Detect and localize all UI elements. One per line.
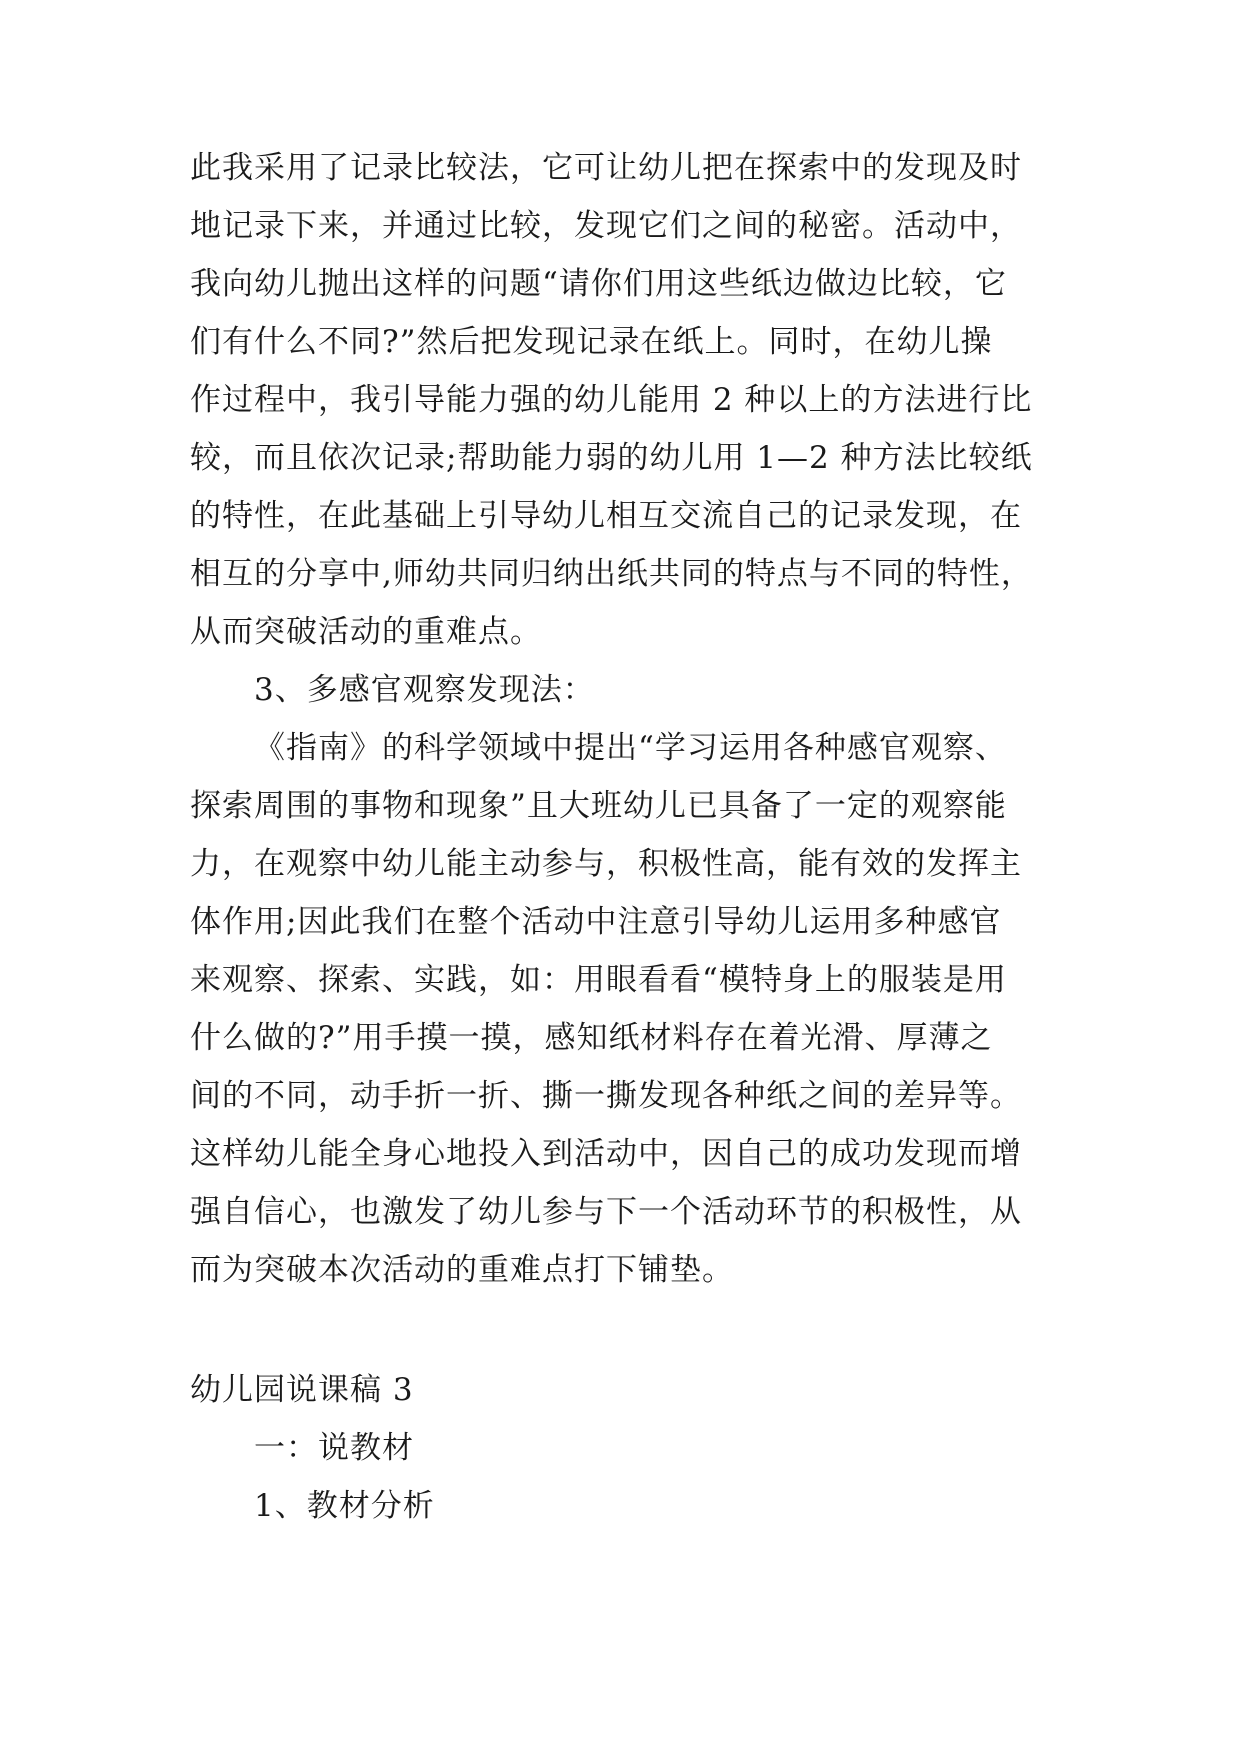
paragraph-2-line-4: 体作用;因此我们在整个活动中注意引导幼儿运用多种感官 <box>190 904 1002 940</box>
paragraph-2-line-7: 间的不同，动手折一折、撕一撕发现各种纸之间的差异等。 <box>190 1078 1022 1114</box>
paragraph-1-line-9: 从而突破活动的重难点。 <box>190 614 542 650</box>
paragraph-1-line-5: 作过程中，我引导能力强的幼儿能用 2 种以上的方法进行比 <box>190 382 1033 418</box>
paragraph-1-line-8: 相互的分享中,师幼共同归纳出纸共同的特点与不同的特性， <box>190 556 1033 592</box>
paragraph-1-line-4: 们有什么不同?”然后把发现记录在纸上。同时，在幼儿操 <box>190 324 993 360</box>
paragraph-1-line-3: 我向幼儿抛出这样的问题“请你们用这些纸边做边比较，它 <box>190 266 1007 302</box>
sub-heading-teaching-material: 一：说教材 <box>254 1430 414 1466</box>
paragraph-2-line-8: 这样幼儿能全身心地投入到活动中，因自己的成功发现而增 <box>190 1136 1022 1172</box>
paragraph-2-line-2: 探索周围的事物和现象”且大班幼儿已具备了一定的观察能 <box>190 788 1007 824</box>
paragraph-2-line-1: 《指南》的科学领域中提出“学习运用各种感官观察、 <box>254 730 1007 766</box>
paragraph-1-line-7: 的特性，在此基础上引导幼儿相互交流自己的记录发现，在 <box>190 498 1022 534</box>
section-title: 幼儿园说课稿 3 <box>190 1372 414 1408</box>
paragraph-2-line-5: 来观察、探索、实践，如：用眼看看“模特身上的服装是用 <box>190 962 1007 998</box>
paragraph-2-line-9: 强自信心，也激发了幼儿参与下一个活动环节的积极性，从 <box>190 1194 1022 1230</box>
paragraph-1-line-1: 此我采用了记录比较法，它可让幼儿把在探索中的发现及时 <box>190 150 1022 186</box>
paragraph-2-line-10: 而为突破本次活动的重难点打下铺垫。 <box>190 1252 734 1288</box>
method-heading: 3、多感官观察发现法： <box>254 672 595 708</box>
paragraph-2-line-6: 什么做的?”用手摸一摸，感知纸材料存在着光滑、厚薄之 <box>190 1020 993 1056</box>
paragraph-1-line-2: 地记录下来，并通过比较，发现它们之间的秘密。活动中， <box>190 208 1022 244</box>
paragraph-2-line-3: 力，在观察中幼儿能主动参与，积极性高，能有效的发挥主 <box>190 846 1022 882</box>
paragraph-1-line-6: 较，而且依次记录;帮助能力弱的幼儿用 1—2 种方法比较纸 <box>190 440 1033 476</box>
sub-heading-material-analysis: 1、教材分析 <box>254 1488 435 1524</box>
